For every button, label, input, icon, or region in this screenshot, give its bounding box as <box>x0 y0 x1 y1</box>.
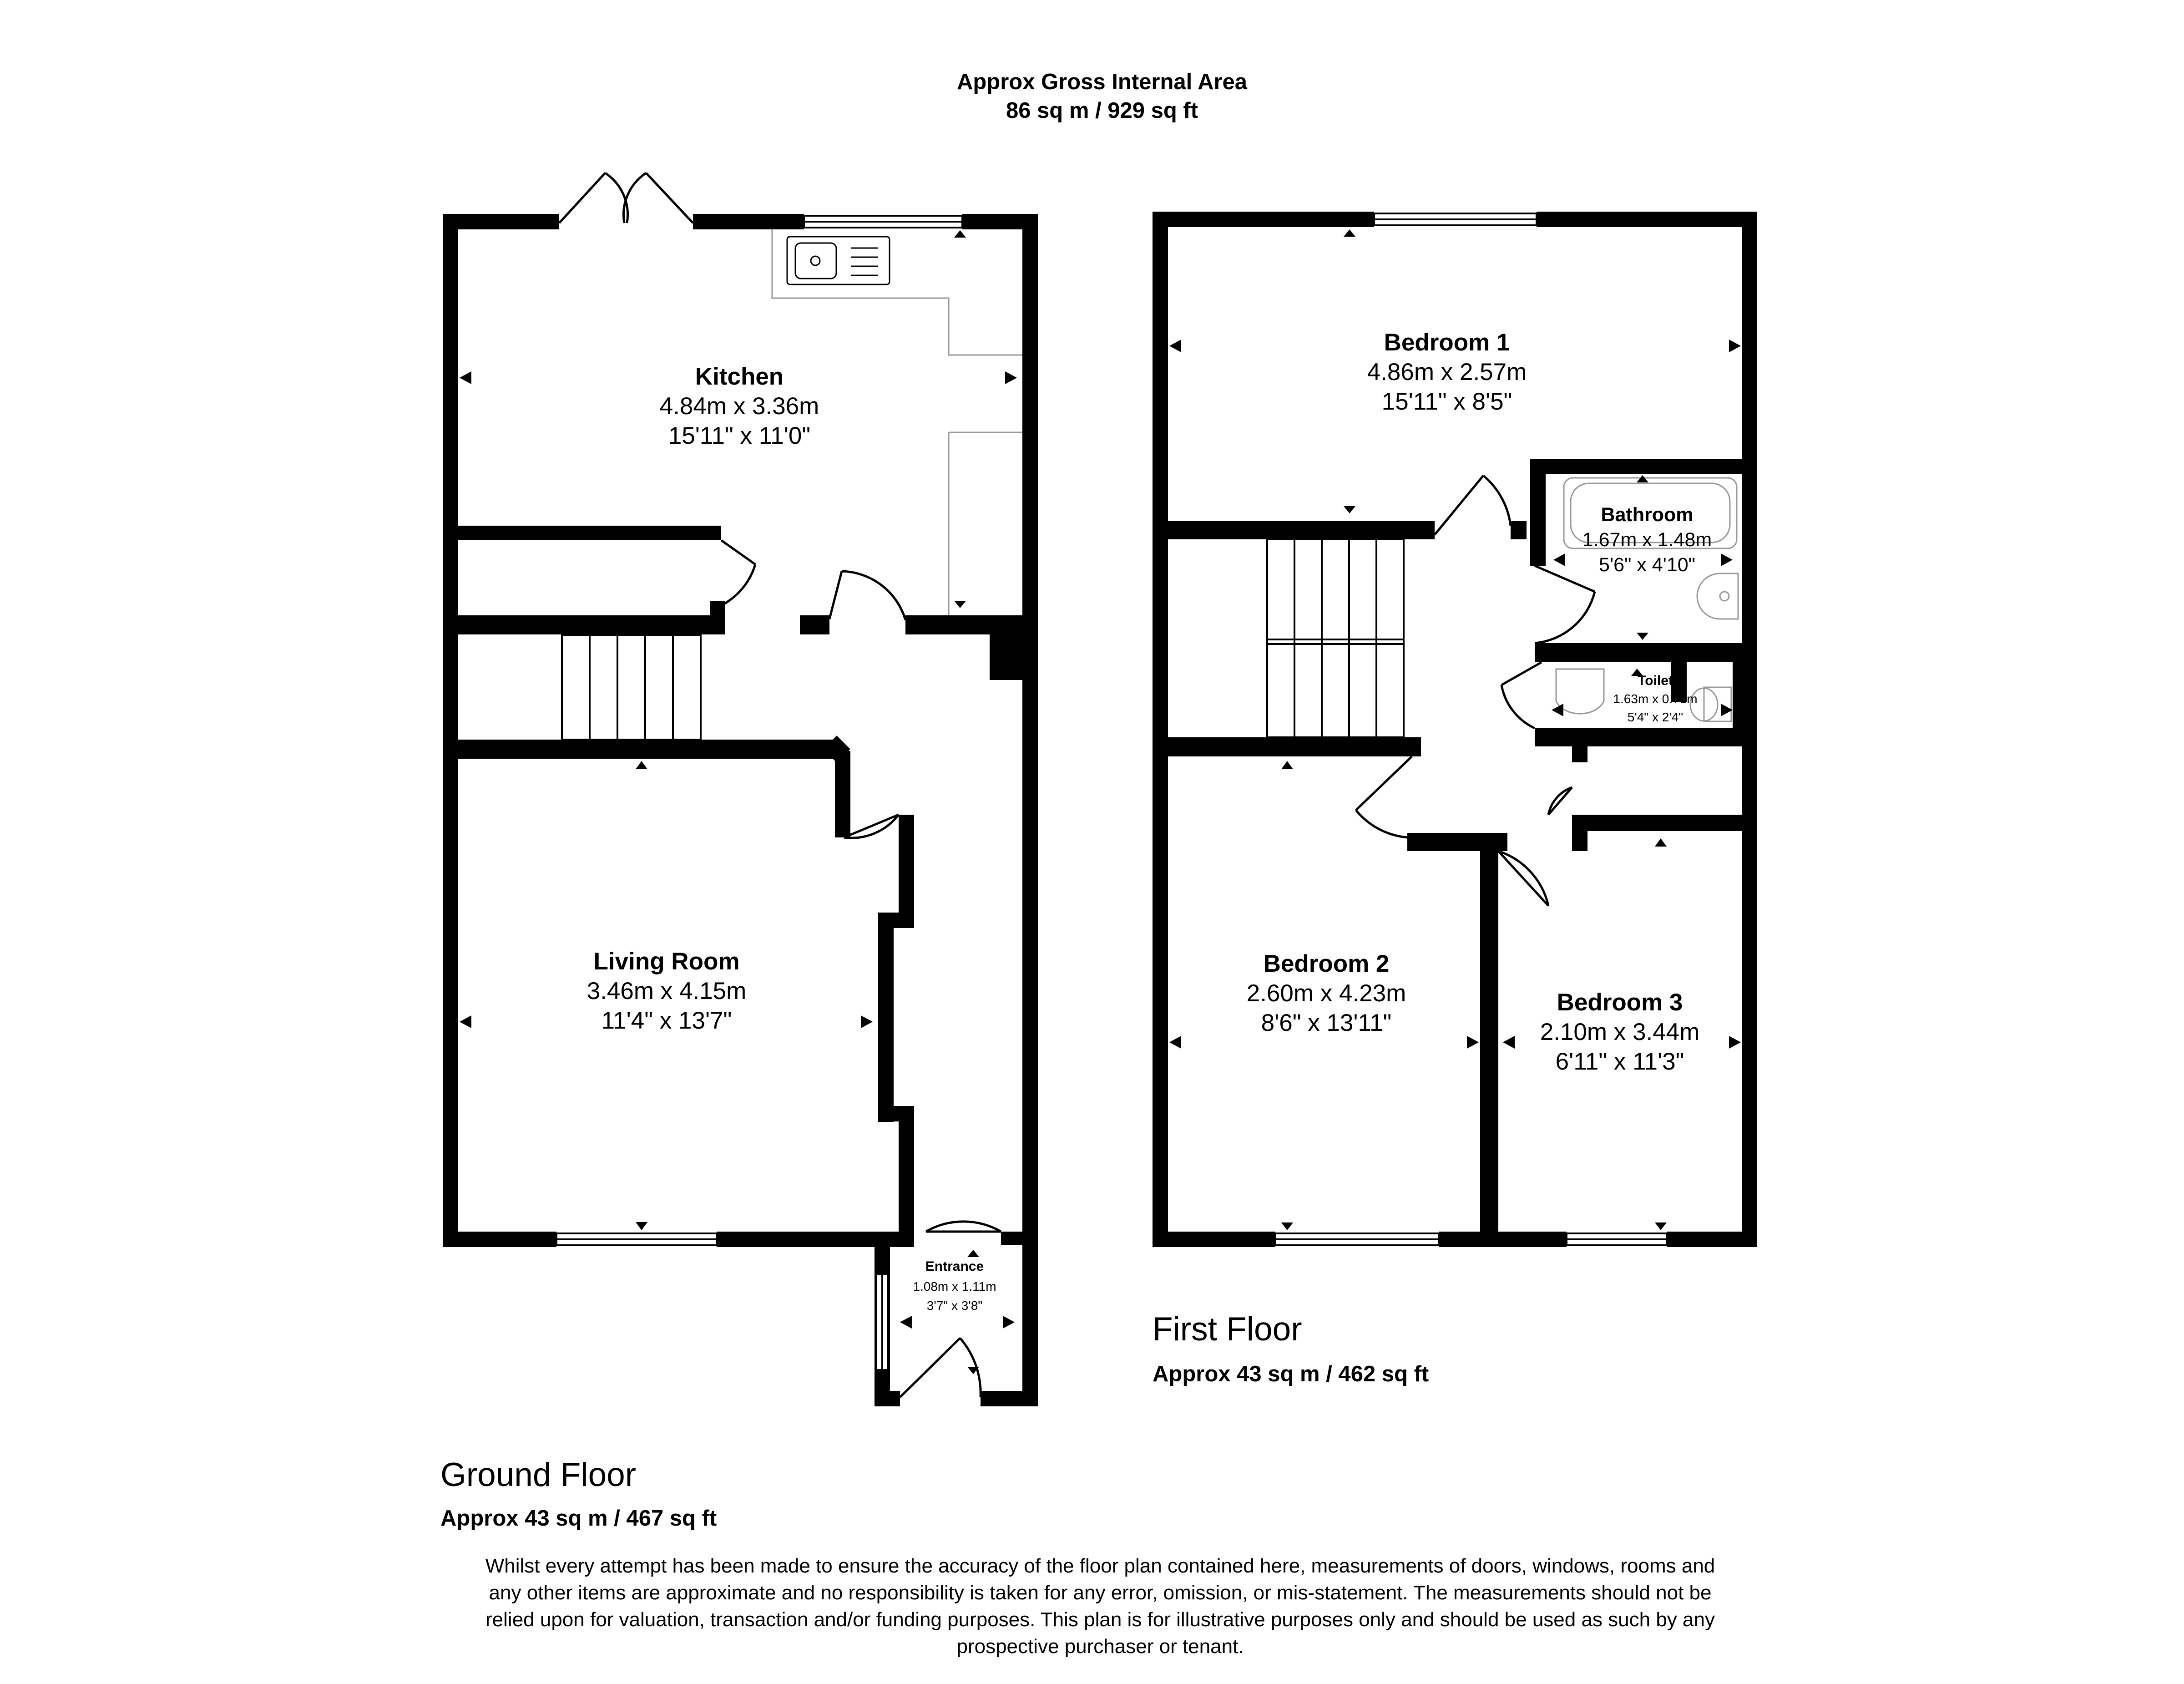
entrance-imperial: 3'7" x 3'8" <box>926 1299 983 1313</box>
entrance-metric: 1.08m x 1.11m <box>913 1279 996 1293</box>
disclaimer-line-2: any other items are approximate and no responsibility is taken for any error, omission, or mis-statement. The measurements should not be <box>489 1582 1712 1604</box>
bedroom1-imperial: 15'11" x 8'5" <box>1381 388 1512 415</box>
room-bedroom1 <box>1367 329 1527 415</box>
room-bedroom2 <box>1247 950 1406 1036</box>
room-bedroom3 <box>1540 989 1700 1075</box>
gross-area-title: Approx Gross Internal Area <box>956 70 1248 94</box>
ground-floor-stairs <box>562 635 701 740</box>
ground-floor-caption <box>440 1456 717 1531</box>
bedroom3-name: Bedroom 3 <box>1557 989 1683 1016</box>
disclaimer-line-3: relied upon for valuation, transaction and/or funding purposes. This plan is for illustrative purposes only and should be used as such by any <box>485 1608 1715 1631</box>
first-floor-plan <box>1153 212 1757 1247</box>
first-floor-stairs <box>1267 539 1404 737</box>
room-kitchen <box>660 363 819 449</box>
gross-area-total: 86 sq m / 929 sq ft <box>1006 98 1198 123</box>
bedroom3-imperial: 6'11" x 11'3" <box>1555 1048 1684 1075</box>
living-room-name: Living Room <box>593 948 740 975</box>
bedroom1-name: Bedroom 1 <box>1384 329 1510 356</box>
toilet-metric: 1.63m x 0.71m <box>1613 692 1698 706</box>
first-floor-area: Approx 43 sq m / 462 sq ft <box>1153 1362 1429 1386</box>
bedroom2-metric: 2.60m x 4.23m <box>1246 980 1406 1007</box>
first-floor-caption <box>1153 1311 1429 1386</box>
header <box>957 70 1248 123</box>
basin-icon <box>1697 573 1738 619</box>
kitchen-name: Kitchen <box>695 363 784 390</box>
living-room-metric: 3.46m x 4.15m <box>586 978 747 1004</box>
toilet-name: Toilet <box>1638 673 1673 688</box>
ground-floor-label: Ground Floor <box>440 1456 637 1493</box>
disclaimer-line-4: prospective purchaser or tenant. <box>956 1635 1244 1658</box>
ground-floor-doors <box>559 173 1001 1397</box>
bathroom-name: Bathroom <box>1601 504 1694 526</box>
living-room-imperial: 11'4" x 13'7" <box>601 1007 732 1034</box>
bedroom2-imperial: 8'6" x 13'11" <box>1261 1009 1392 1036</box>
disclaimer-line-1: Whilst every attempt has been made to ensure the accuracy of the floor plan contained here, measurements of doors, windows, rooms and <box>485 1555 1715 1577</box>
kitchen-metric: 4.84m x 3.36m <box>659 393 819 420</box>
sink-icon <box>787 237 890 284</box>
room-entrance <box>913 1259 996 1313</box>
bathroom-imperial: 5'6" x 4'10" <box>1599 554 1695 576</box>
first-floor-label: First Floor <box>1153 1311 1302 1348</box>
bathroom-metric: 1.67m x 1.48m <box>1582 529 1712 551</box>
entrance-name: Entrance <box>925 1259 984 1274</box>
room-living <box>587 948 747 1034</box>
bedroom3-metric: 2.10m x 3.44m <box>1540 1019 1700 1045</box>
room-bathroom <box>1582 504 1712 576</box>
bedroom2-name: Bedroom 2 <box>1263 950 1390 977</box>
toilet-imperial: 5'4" x 2'4" <box>1627 710 1684 724</box>
ground-floor-area: Approx 43 sq m / 467 sq ft <box>440 1506 717 1531</box>
disclaimer <box>485 1555 1715 1658</box>
bedroom1-metric: 4.86m x 2.57m <box>1367 359 1527 385</box>
kitchen-imperial: 15'11" x 11'0" <box>668 422 811 449</box>
ground-floor-plan <box>443 173 1038 1406</box>
